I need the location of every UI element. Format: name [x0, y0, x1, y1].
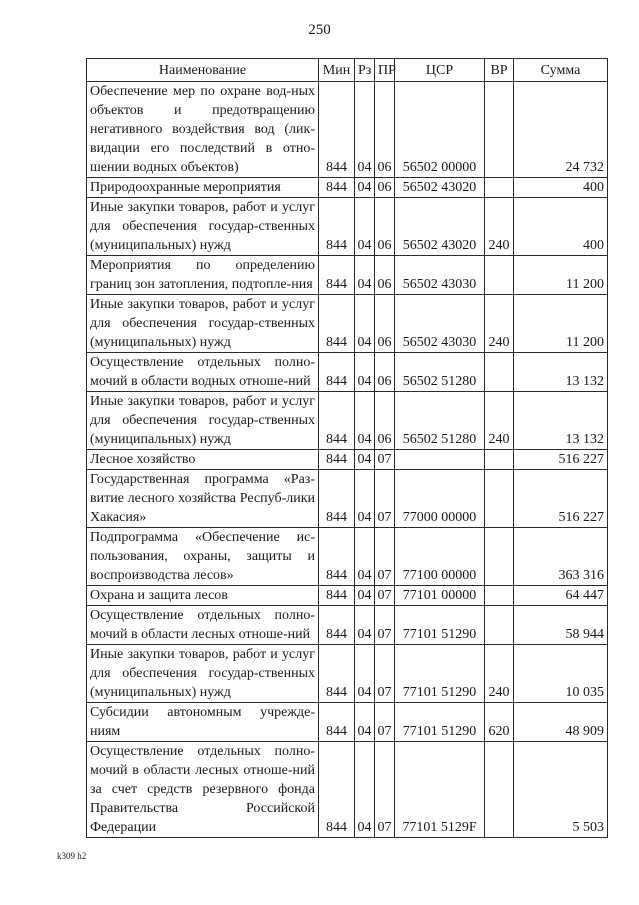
csr-cell: 77101 00000 [395, 586, 485, 606]
csr-cell: 56502 43020 [395, 198, 485, 256]
row-name-cell: Осуществление отдельных полно-мочий в области лесных отноше-ний за счет средств резервного фонда Правительства Российской Федерации [87, 742, 319, 838]
table-row [87, 703, 608, 742]
table-row [87, 645, 608, 703]
row-name-cell: Лесное хозяйство [87, 450, 319, 470]
row-name-cell: Мероприятия по определению границ зон затопления, подтопле-ния [87, 256, 319, 295]
vr-cell [485, 256, 514, 295]
table-row [87, 586, 608, 606]
sum-cell: 11 200 [514, 295, 608, 353]
vr-cell [485, 742, 514, 838]
min-cell: 844 [319, 198, 355, 256]
min-cell: 844 [319, 295, 355, 353]
vr-cell: 240 [485, 295, 514, 353]
rz-cell: 04 [355, 256, 375, 295]
table-row [87, 470, 608, 528]
pr-cell: 06 [375, 82, 395, 178]
vr-cell: 240 [485, 645, 514, 703]
sum-cell: 13 132 [514, 392, 608, 450]
csr-cell: 56502 51280 [395, 392, 485, 450]
table-header-row [87, 59, 608, 82]
pr-cell: 07 [375, 703, 395, 742]
pr-cell: 06 [375, 392, 395, 450]
sum-cell: 11 200 [514, 256, 608, 295]
csr-cell: 77101 51290 [395, 606, 485, 645]
min-cell: 844 [319, 470, 355, 528]
csr-cell: 56502 43030 [395, 256, 485, 295]
table-row [87, 528, 608, 586]
vr-cell [485, 82, 514, 178]
csr-cell: 77000 00000 [395, 470, 485, 528]
table-row [87, 742, 608, 838]
csr-cell: 56502 43020 [395, 178, 485, 198]
table-row [87, 353, 608, 392]
row-name-cell: Охрана и защита лесов [87, 586, 319, 606]
sum-cell: 24 732 [514, 82, 608, 178]
header-csr: ЦСР [395, 59, 485, 82]
rz-cell: 04 [355, 353, 375, 392]
min-cell: 844 [319, 450, 355, 470]
rz-cell: 04 [355, 82, 375, 178]
sum-cell: 516 227 [514, 450, 608, 470]
csr-cell [395, 450, 485, 470]
rz-cell: 04 [355, 450, 375, 470]
row-name-cell: Природоохранные мероприятия [87, 178, 319, 198]
sum-cell: 400 [514, 178, 608, 198]
sum-cell: 58 944 [514, 606, 608, 645]
min-cell: 844 [319, 178, 355, 198]
header-name: Наименование [87, 59, 319, 82]
pr-cell: 07 [375, 470, 395, 528]
table-row [87, 198, 608, 256]
page-number: 250 [308, 22, 331, 38]
vr-cell: 240 [485, 392, 514, 450]
header-vr: ВР [485, 59, 514, 82]
vr-cell: 620 [485, 703, 514, 742]
sum-cell: 64 447 [514, 586, 608, 606]
pr-cell: 06 [375, 295, 395, 353]
table-row [87, 450, 608, 470]
rz-cell: 04 [355, 742, 375, 838]
header-pr: ПР [375, 59, 395, 82]
table-row [87, 295, 608, 353]
csr-cell: 77101 51290 [395, 645, 485, 703]
row-name-cell: Обеспечение мер по охране вод-ных объектов и предотвращению негативного воздействия вод (лик-видации его последствий в отно-шении водных объектов) [87, 82, 319, 178]
rz-cell: 04 [355, 392, 375, 450]
min-cell: 844 [319, 353, 355, 392]
min-cell: 844 [319, 742, 355, 838]
sum-cell: 48 909 [514, 703, 608, 742]
pr-cell: 07 [375, 528, 395, 586]
csr-cell: 56502 00000 [395, 82, 485, 178]
pr-cell: 07 [375, 586, 395, 606]
pr-cell: 06 [375, 256, 395, 295]
table-row [87, 606, 608, 645]
rz-cell: 04 [355, 178, 375, 198]
sum-cell: 5 503 [514, 742, 608, 838]
csr-cell: 77101 51290 [395, 703, 485, 742]
min-cell: 844 [319, 703, 355, 742]
table-row [87, 256, 608, 295]
vr-cell [485, 470, 514, 528]
header-rz: Рз [355, 59, 375, 82]
budget-table [86, 58, 608, 838]
vr-cell [485, 528, 514, 586]
min-cell: 844 [319, 256, 355, 295]
sum-cell: 10 035 [514, 645, 608, 703]
min-cell: 844 [319, 606, 355, 645]
pr-cell: 06 [375, 178, 395, 198]
rz-cell: 04 [355, 606, 375, 645]
min-cell: 844 [319, 392, 355, 450]
vr-cell: 240 [485, 198, 514, 256]
vr-cell [485, 450, 514, 470]
sum-cell: 516 227 [514, 470, 608, 528]
row-name-cell: Иные закупки товаров, работ и услуг для обеспечения государ-ственных (муниципальных) нужд [87, 392, 319, 450]
csr-cell: 56502 43030 [395, 295, 485, 353]
row-name-cell: Субсидии автономным учрежде-ниям [87, 703, 319, 742]
pr-cell: 07 [375, 742, 395, 838]
rz-cell: 04 [355, 198, 375, 256]
min-cell: 844 [319, 645, 355, 703]
header-sum: Сумма [514, 59, 608, 82]
rz-cell: 04 [355, 470, 375, 528]
table-row [87, 392, 608, 450]
header-min: Мин [319, 59, 355, 82]
rz-cell: 04 [355, 586, 375, 606]
pr-cell: 07 [375, 450, 395, 470]
csr-cell: 56502 51280 [395, 353, 485, 392]
row-name-cell: Иные закупки товаров, работ и услуг для обеспечения государ-ственных (муниципальных) нужд [87, 295, 319, 353]
sum-cell: 400 [514, 198, 608, 256]
csr-cell: 77100 00000 [395, 528, 485, 586]
table-row [87, 178, 608, 198]
row-name-cell: Осуществление отдельных полно-мочий в области лесных отноше-ний [87, 606, 319, 645]
rz-cell: 04 [355, 703, 375, 742]
pr-cell: 06 [375, 353, 395, 392]
sum-cell: 13 132 [514, 353, 608, 392]
row-name-cell: Государственная программа «Раз-витие лесного хозяйства Респуб-лики Хакасия» [87, 470, 319, 528]
vr-cell [485, 606, 514, 645]
min-cell: 844 [319, 82, 355, 178]
rz-cell: 04 [355, 295, 375, 353]
row-name-cell: Иные закупки товаров, работ и услуг для обеспечения государ-ственных (муниципальных) нужд [87, 198, 319, 256]
sum-cell: 363 316 [514, 528, 608, 586]
table-body [87, 82, 608, 838]
footer-code: k309 h2 [57, 851, 87, 861]
pr-cell: 07 [375, 606, 395, 645]
table-row [87, 82, 608, 178]
vr-cell [485, 178, 514, 198]
rz-cell: 04 [355, 645, 375, 703]
pr-cell: 07 [375, 645, 395, 703]
vr-cell [485, 353, 514, 392]
rz-cell: 04 [355, 528, 375, 586]
pr-cell: 06 [375, 198, 395, 256]
min-cell: 844 [319, 528, 355, 586]
csr-cell: 77101 5129F [395, 742, 485, 838]
min-cell: 844 [319, 586, 355, 606]
row-name-cell: Осуществление отдельных полно-мочий в области водных отноше-ний [87, 353, 319, 392]
vr-cell [485, 586, 514, 606]
row-name-cell: Иные закупки товаров, работ и услуг для обеспечения государ-ственных (муниципальных) нужд [87, 645, 319, 703]
row-name-cell: Подпрограмма «Обеспечение ис-пользования, охраны, защиты и воспроизводства лесов» [87, 528, 319, 586]
